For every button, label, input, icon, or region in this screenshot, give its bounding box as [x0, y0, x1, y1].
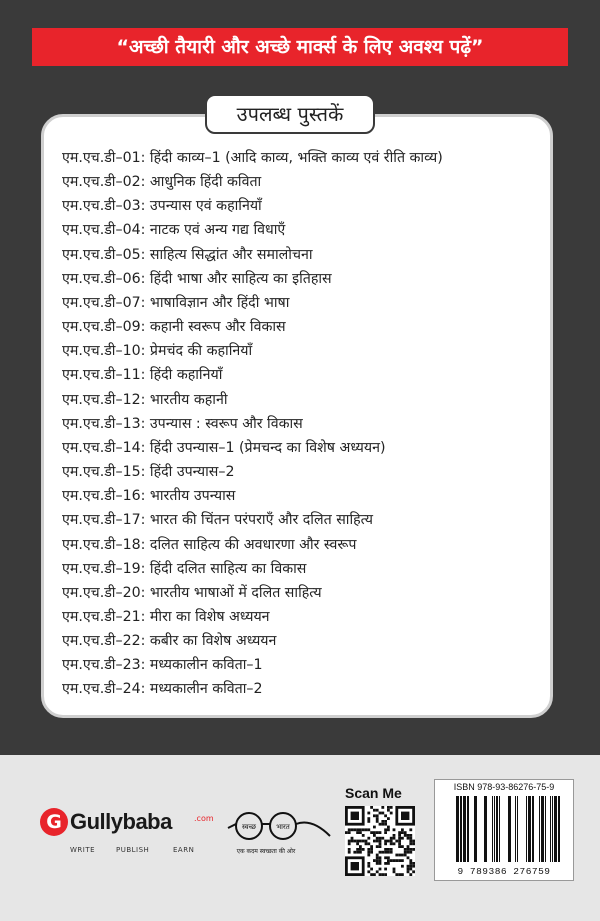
logo-tag-publish: PUBLISH: [116, 846, 150, 854]
book-list-item: एम.एच.डी–17: भारत की चिंतन परंपराएँ और दलित साहित्य: [62, 512, 374, 529]
book-list-item: एम.एच.डी–10: प्रेमचंद की कहानियाँ: [62, 343, 253, 360]
book-list-item: एम.एच.डी–22: कबीर का विशेष अध्ययन: [62, 633, 277, 650]
swachh-bharat-logo: [222, 806, 334, 856]
swachh-left-text: स्वच्छ: [241, 823, 257, 831]
book-list-item: एम.एच.डी–11: हिंदी कहानियाँ: [62, 367, 223, 384]
book-list-item: एम.एच.डी–21: मीरा का विशेष अध्ययन: [62, 608, 270, 625]
book-list-item: एम.एच.डी–14: हिंदी उपन्यास–1 (प्रेमचन्द का विशेष अध्ययन): [62, 439, 386, 456]
barcode-number: 9 789386 276759: [457, 866, 551, 877]
book-list-item: एम.एच.डी–07: भाषाविज्ञान और हिंदी भाषा: [62, 294, 290, 311]
book-list-item: एम.एच.डी–03: उपन्यास एवं कहानियाँ: [62, 198, 262, 215]
book-list-item: एम.एच.डी–13: उपन्यास : स्वरूप और विकास: [62, 415, 303, 432]
book-list-item: एम.एच.डी–19: हिंदी दलित साहित्य का विकास: [62, 560, 307, 577]
book-list-item: एम.एच.डी–04: नाटक एवं अन्य गद्य विधाएँ: [62, 222, 286, 239]
book-list-item: एम.एच.डी–16: भारतीय उपन्यास: [62, 488, 236, 505]
book-list: [62, 146, 443, 702]
isbn-label: ISBN 978-93-86276-75-9: [453, 782, 555, 792]
book-list-item: एम.एच.डी–02: आधुनिक हिंदी कविता: [62, 174, 262, 191]
book-list-item: एम.एच.डी–18: दलित साहित्य की अवधारणा और स्वरूप: [62, 536, 357, 553]
book-list-item: एम.एच.डी–15: हिंदी उपन्यास–2: [62, 464, 235, 481]
swachh-slogan: एक कदम स्वच्छता की ओर: [236, 848, 296, 855]
gullybaba-logo: [40, 808, 214, 858]
tagline-banner: “अच्छी तैयारी और अच्छे मार्क्स के लिए अवश्य पढ़ें”: [32, 28, 568, 66]
scan-me-label: Scan Me: [345, 785, 402, 801]
book-list-item: एम.एच.डी–01: हिंदी काव्य–1 (आदि काव्य, भक्ति काव्य एवं रीति काव्य): [62, 150, 443, 166]
book-list-item: एम.एच.डी–09: कहानी स्वरूप और विकास: [62, 319, 286, 336]
book-list-item: एम.एच.डी–06: हिंदी भाषा और साहित्य का इतिहास: [62, 270, 332, 287]
qr-code[interactable]: [345, 806, 415, 876]
book-list-item: एम.एच.डी–24: मध्यकालीन कविता–2: [62, 681, 263, 698]
logo-mark: G: [40, 808, 68, 836]
isbn-barcode-box: [434, 779, 574, 881]
swachh-right-text: भारत: [276, 823, 290, 831]
logo-wordmark: Gullybaba: [70, 809, 172, 834]
logo-tag-write: WRITE: [70, 846, 96, 854]
logo-tag-earn: EARN: [173, 846, 195, 854]
logo-domain: .com: [194, 814, 214, 823]
available-books-heading: उपलब्ध पुस्तकें: [205, 94, 375, 134]
barcode: [445, 796, 563, 864]
book-list-item: एम.एच.डी–12: भारतीय कहानी: [62, 391, 228, 408]
book-list-item: एम.एच.डी–05: साहित्य सिद्धांत और समालोचना: [62, 246, 313, 263]
book-list-item: एम.एच.डी–20: भारतीय भाषाओं में दलित साहित्य: [62, 584, 322, 601]
book-list-item: एम.एच.डी–23: मध्यकालीन कविता–1: [62, 657, 263, 674]
